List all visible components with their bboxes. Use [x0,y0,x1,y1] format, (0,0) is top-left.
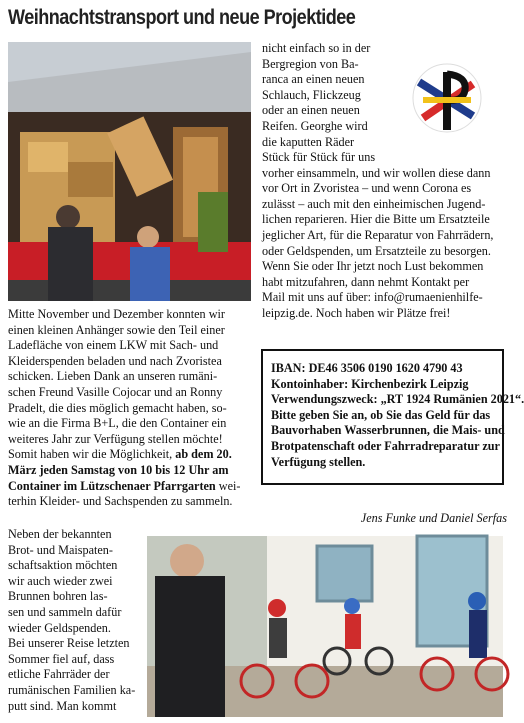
text-line: nicht einfach so in der [262,41,371,55]
text-line: lichen reparieren. Hier die Bitte um Ersatzteile [262,212,490,227]
truck-loading-photo [8,42,251,301]
text-line: etliche Fahrräder der [8,667,110,682]
text-line: wir auch wieder zwei [8,573,113,588]
text-line: Kleiderspenden beladen und nach Zvoristea [8,353,222,368]
text-line: wie an die Firma B+L, die den Container ein [8,416,227,431]
text-line: vorher einsammeln, und wir wollen diese dann [262,165,491,180]
text-line: sen und sammeln dafür [8,604,122,619]
bold-date-text: ab dem 20. [175,447,232,462]
text-fragment: wei- [215,478,241,493]
partnership-logo-icon [393,44,501,152]
text-line: Reifen. Georghe wird [262,118,368,133]
text-line: schicken. Lieben Dank an unseren rumäni- [8,369,218,384]
text-line: schaftsaktion möchten [8,558,118,573]
text-line: habt mitzufahren, dann nehmt Kontakt per [262,274,470,289]
text-line: Ladefläche von einem LKW mit Sach- und [8,338,219,353]
text-line: die kaputten Räder [262,134,355,149]
text-line: oder an einen neuen [262,103,360,118]
truck-photo-illustration [8,42,251,301]
text-line: Brunnen bohren las- [8,589,108,604]
text-line: rumänischen Familien ka- [8,682,136,697]
text-line: putt sind. Man kommt [8,698,117,713]
article-title: Weihnachtstransport und neue Projektidee [8,6,356,29]
note-line: Verfügung stellen. [271,454,366,469]
text-line: Sommer fiel auf, dass [8,651,115,666]
text-line: weiteres Jahr zur Verfügung stellen möchte! [8,431,223,446]
text-line: vor Ort in Zvoristea – und wenn Corona es [262,181,472,196]
text-line: Neben der bekannten [8,527,112,541]
reference-line: Verwendungszweck: „RT 1924 Rumänien 2021“. [271,392,524,407]
note-line: Bitte geben Sie an, ob Sie das Geld für das [271,407,491,422]
text-line: jeglicher Art, für die Reparatur von Fahrrädern, [262,227,494,242]
kids-photo-illustration [147,536,503,717]
text-line [8,447,251,463]
text-line [8,463,251,479]
text-line: Mail mit uns auf über: info@rumaenienhilfe- [262,290,483,305]
text-line [8,479,251,495]
text-line: wieder Geldspenden. [8,620,111,635]
text-line: zulässt – auch mit den einheimischen Jugend- [262,196,486,211]
text-line: Wenn Sie oder Ihr jetzt noch Lust bekommen [262,259,484,274]
account-holder-line: Kontoinhaber: Kirchenbezirk Leipzig [271,376,469,391]
partnership-logo [393,44,501,152]
text-fragment: Somit haben wir die Möglichkeit, [8,447,176,462]
text-line: Stück für Stück für uns [262,150,376,164]
article-text-right-top [262,41,392,150]
text-line: leipzig.de. Noch haben wir Plätze frei! [262,305,451,320]
text-line: Brot- und Maispaten- [8,542,113,557]
bold-location-text: Container im Lützschenaer Pfarrgarten [8,478,216,493]
article-text-left [8,307,251,510]
article-authors: Jens Funke und Daniel Serfas [360,511,507,525]
bank-details-box [261,349,524,485]
text-line: terhin Kleider- und Sachspenden zu sammeln. [8,494,233,509]
article-text-right [262,150,505,322]
text-line: Pradelt, die dies möglich gemacht haben, so- [8,400,227,415]
text-line: Mitte November und Dezember konnten wir [8,307,225,321]
text-line: schen Freund Vasille Cojocar und an Ronny [8,384,223,399]
note-line: Brotpatenschaft oder Fahrradreparatur zur [271,438,500,453]
text-line: ranca an einen neuen [262,72,365,87]
text-line: Schlauch, Flickzeug [262,87,361,102]
text-line: Bergregion von Ba- [262,56,359,71]
text-line: Bei unserer Reise letzten [8,636,130,651]
note-line: Bauvorhaben Wasserbrunnen, die Mais- und [271,423,505,438]
text-line: oder Geldspenden, um Ersatzteile zu besorgen. [262,243,491,258]
children-bicycles-photo [147,536,503,717]
text-line: einen kleinen Anhänger sowie den Teil einer [8,322,225,337]
article-text-left-narrow [8,527,141,714]
iban-line: IBAN: DE46 3506 0190 1620 4790 43 [271,361,463,375]
bold-time-text: März jeden Samstag von 10 bis 12 Uhr am [8,462,229,477]
